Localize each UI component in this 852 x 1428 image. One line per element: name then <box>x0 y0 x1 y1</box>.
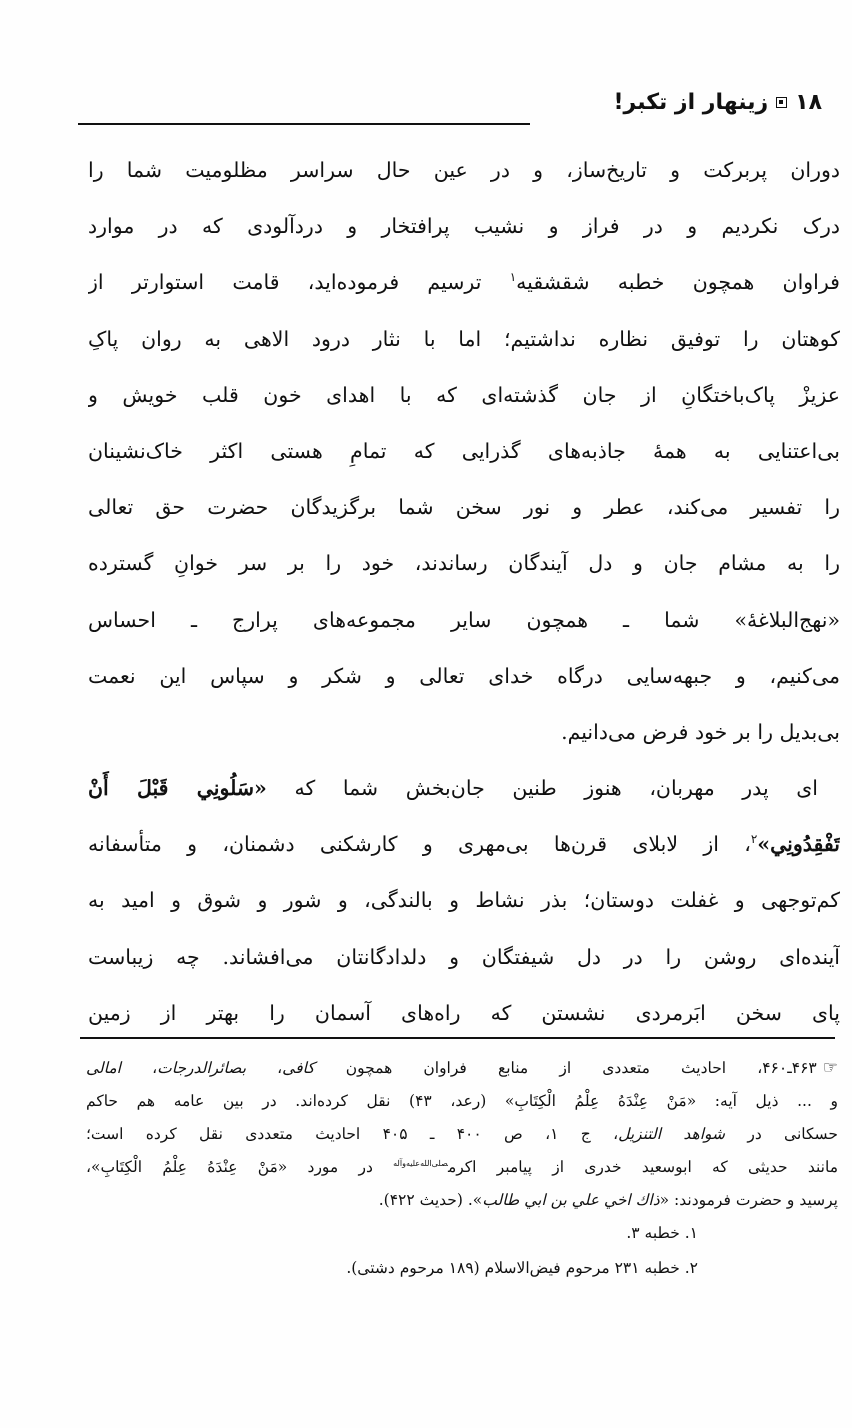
footnote-text: ۴۶۳ـ۴۶۰، احادیث متعددی از منابع فراوان همچون <box>314 1059 817 1077</box>
footnote-line <box>86 1052 838 1085</box>
footnote-text: مانند حدیثی که ابوسعید خدری از پیامبر اکرم <box>447 1158 838 1176</box>
square-ornament-icon <box>776 97 787 108</box>
source-title: امالی <box>86 1059 121 1077</box>
footnote-line <box>86 1118 838 1151</box>
body-line-part: فراوان همچون خطبه شقشقیه <box>516 270 840 295</box>
header-rule <box>78 123 530 125</box>
running-title: زینهار از تکبر! <box>613 89 769 115</box>
source-title: بصائرالدرجات <box>157 1059 247 1077</box>
hadith-quote: ذاك اخي علي بن ابي طالب <box>482 1191 660 1209</box>
body-line <box>88 254 840 310</box>
footnote-ref-1[interactable]: ۱ <box>509 270 517 285</box>
footnote-line <box>86 1151 838 1184</box>
arabic-quote: تَفْقِدُونِي» <box>757 832 840 857</box>
footnote-2: ۲. خطبه ۲۳۱ مرحوم فیض‌الاسلام (۱۸۹ مرحوم دشتی). <box>346 1259 698 1277</box>
arabic-quote: «سَلُونِي قَبْلَ أَنْ <box>88 776 267 801</box>
footnote-line: و ... ذیل آیه: «مَنْ عِنْدَهُ عِلْمُ الْکِتَابِ» (رعد، ۴۳) نقل کرده‌اند. در بین عامه هم حاکم <box>86 1092 838 1110</box>
footnote-line <box>86 1184 838 1217</box>
footnote-text: ، ج ۱، ص ۴۰۰ ـ ۴۰۵ احادیث متعددی نقل کرده است؛ <box>86 1125 619 1143</box>
body-line-part: ای پدر مهربان، هنوز طنین جان‌بخش شما که <box>294 776 818 801</box>
body-line: درک نکردیم و در فراز و نشیب پرافتخار و دردآلودی که در موارد <box>88 214 840 239</box>
running-header <box>402 82 822 122</box>
footnote-ref-2[interactable]: ۲ <box>750 832 758 847</box>
pointing-hand-icon: ☞ <box>822 1058 838 1078</box>
body-line: می‌کنیم، و جبهه‌سایی درگاه خدای تعالی و شکر و سپاس این نعمت <box>88 663 840 688</box>
footnote-text: ، <box>246 1059 283 1077</box>
footnote-text: ». (حدیث ۴۲۲). <box>378 1191 483 1209</box>
body-line: بی‌بدیل را بر خود فرض می‌دانیم. <box>561 719 840 744</box>
footnote-text: حسکانی در <box>725 1125 838 1143</box>
body-line-part: ترسیم فرموده‌اید، قامت استوارتر از <box>88 270 482 295</box>
body-line: را تفسیر می‌کند، عطر و نور سخن شما برگزیدگان حضرت حق تعالی <box>88 495 840 520</box>
body-line: «نهج‌البلاغهٔ» شما ـ همچون سایر مجموعه‌های پرارج ـ احساس <box>88 607 840 632</box>
source-title: شواهد التنزیل <box>618 1125 726 1143</box>
body-line <box>88 760 840 816</box>
body-line: بی‌اعتنایی به همهٔ جاذبه‌های گذرایی که تمامِ هستی اکثر خاک‌نشینان <box>88 438 840 463</box>
footnote-text: پرسید و حضرت فرمودند: « <box>659 1191 838 1209</box>
body-line: عزیزْ پاک‌باختگانِ از جان گذشته‌ای که با اهدای خون قلب خویش و <box>88 382 840 407</box>
footnote-text: ، <box>120 1059 158 1077</box>
body-line: کم‌توجهی و غفلت دوستان؛ بذر نشاط و بالندگی، و شور و شوق و امید به <box>88 888 840 913</box>
body-line: دوران پربرکت و تاریخ‌ساز، و در عین حال سراسر مظلومیت شما را <box>88 158 840 182</box>
body-line: پای سخن ابَرمردی نشستن که راه‌های آسمان را بهتر از زمین <box>88 1000 840 1025</box>
body-line: کوهتان را توفیق نظاره نداشتیم؛ اما با نثار درود الاهی به روان پاکِ <box>88 326 840 351</box>
page-number: ۱۸ <box>795 89 822 115</box>
body-line: را به مشام جان و دل آیندگان رساندند، خود را بر سر خوانِ گسترده <box>88 551 840 576</box>
body-line <box>88 816 840 872</box>
body-line-part: ، از لابلای قرن‌ها بی‌مهری و کارشکنی دشمنان، و متأسفانه <box>88 832 751 857</box>
footnote-text: در مورد «مَنْ عِنْدَهُ عِلْمُ الْکِتَابِ»، <box>86 1158 394 1176</box>
body-text <box>88 142 840 1041</box>
source-title: کافی <box>282 1059 315 1077</box>
footnote-rule <box>80 1037 835 1039</box>
body-line: آینده‌ای روشن را در دل شیفتگان و دلدادگانتان می‌افشاند. چه زیباست <box>88 944 840 969</box>
footnote-1: ۱. خطبه ۳. <box>626 1224 698 1242</box>
salawat-ligature: صلی‌الله‌علیه‌وآله <box>393 1158 448 1168</box>
footnotes <box>86 1052 838 1287</box>
